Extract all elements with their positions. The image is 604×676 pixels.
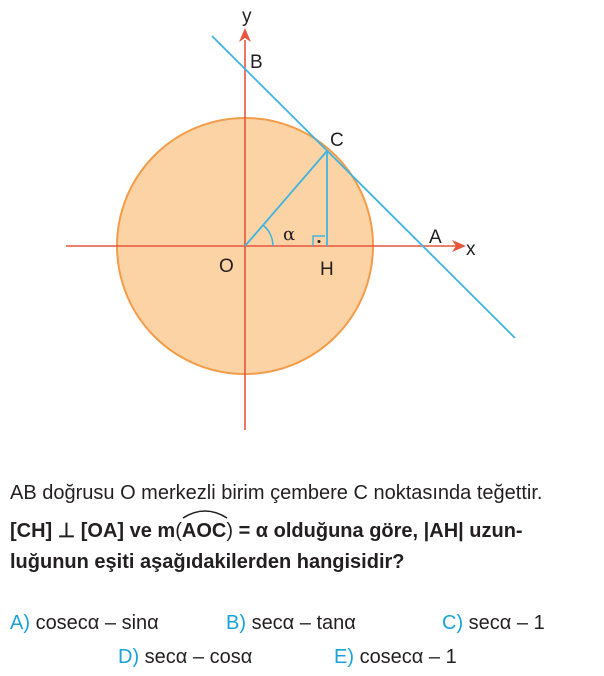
y-axis-arrow: [239, 28, 251, 42]
paren-close: ): [226, 520, 234, 542]
point-c-label: C: [330, 130, 344, 151]
option-a[interactable]: [10, 612, 159, 635]
option-c-text: secα – 1: [468, 612, 545, 634]
right-angle-dot: [318, 240, 321, 243]
option-d[interactable]: [118, 646, 252, 669]
point-a-label: A: [429, 227, 442, 248]
axis-y-label: y: [242, 6, 252, 27]
paren-open: (: [175, 520, 182, 542]
answer-options: [0, 612, 604, 676]
question-line-1-end: = α olduğuna göre, |AH| uzun-: [233, 520, 523, 542]
option-a-letter: A): [10, 612, 30, 634]
option-a-text: cosecα – sinα: [35, 612, 159, 634]
option-b-text: secα – tanα: [251, 612, 356, 634]
option-e[interactable]: [334, 646, 457, 669]
option-d-letter: D): [118, 646, 140, 668]
point-o-label: O: [219, 256, 234, 277]
arc-symbol: [181, 507, 229, 519]
option-c-letter: C): [442, 612, 464, 634]
question-line-1: [10, 516, 602, 547]
question-block: [10, 478, 602, 578]
option-e-text: cosecα – 1: [359, 646, 457, 668]
option-e-letter: E): [334, 646, 354, 668]
option-c[interactable]: [442, 612, 545, 635]
point-h-label: H: [320, 259, 334, 280]
option-b[interactable]: [226, 612, 356, 635]
question-stem: AB doğrusu O merkezli birim çembere C noktasında teğettir.: [10, 482, 543, 504]
question-line-1-start: [CH] ⊥ [OA] ve m: [10, 520, 176, 542]
question-line-2: luğunun eşiti aşağıdakilerden hangisidir?: [10, 551, 405, 573]
axis-x-label: x: [466, 239, 476, 260]
option-d-text: secα – cosα: [144, 646, 253, 668]
angle-alpha-label: α: [283, 224, 296, 245]
option-b-letter: B): [226, 612, 246, 634]
arc-aoc: AOC: [182, 516, 226, 547]
point-b-label: B: [250, 52, 263, 73]
